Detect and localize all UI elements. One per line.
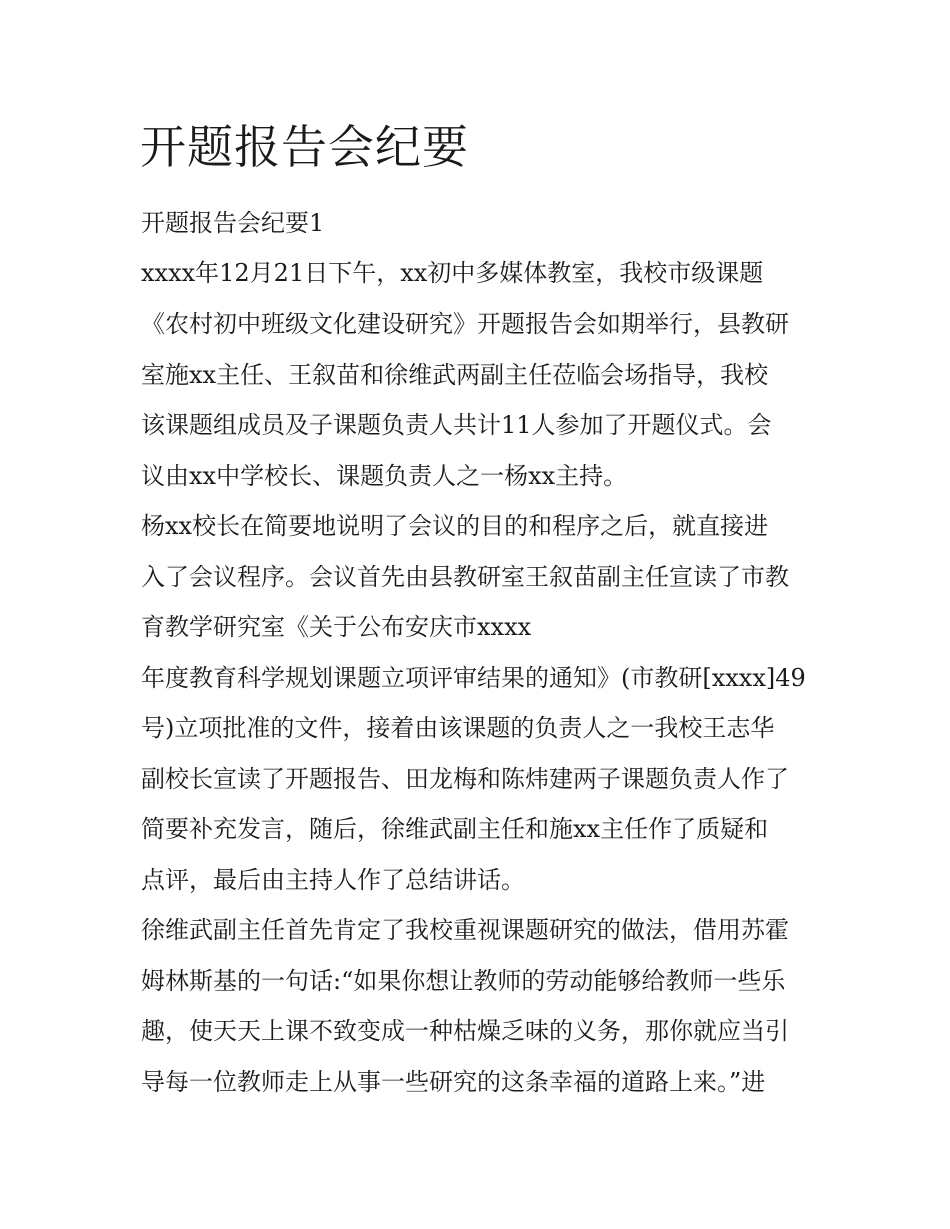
document-subtitle: 开题报告会纪要1 bbox=[141, 209, 325, 237]
document-title: 开题报告会纪要 bbox=[140, 120, 469, 174]
text-line: 育教学研究室《关于公布安庆市xxxx bbox=[141, 613, 532, 641]
text-line: 点评，最后由主持人作了总结讲话。 bbox=[141, 866, 525, 894]
text-line: 室施xx主任、王叙苗和徐维武两副主任莅临会场指导，我校 bbox=[141, 361, 769, 389]
text-line: 议由xx中学校长、课题负责人之一杨xx主持。 bbox=[141, 462, 628, 490]
text-line: 号)立项批准的文件，接着由该课题的负责人之一我校王志华 bbox=[141, 714, 775, 742]
text-line: 姆林斯基的一句话:“如果你想让教师的劳动能够给教师一些乐 bbox=[141, 967, 786, 995]
text-line: 副校长宣读了开题报告、田龙梅和陈炜建两子课题负责人作了 bbox=[141, 765, 789, 793]
text-line: 趣，使天天上课不致变成一种枯燥乏味的义务，那你就应当引 bbox=[141, 1017, 789, 1045]
text-line: xxxx年12月21日下午，xx初中多媒体教室，我校市级课题 bbox=[141, 259, 764, 287]
text-line: 入了会议程序。会议首先由县教研室王叙苗副主任宣读了市教 bbox=[141, 563, 789, 591]
text-line: 导每一位教师走上从事一些研究的这条幸福的道路上来。”进 bbox=[141, 1068, 766, 1096]
text-line: 该课题组成员及子课题负责人共计11人参加了开题仪式。会 bbox=[141, 411, 772, 439]
text-line: 《农村初中班级文化建设研究》开题报告会如期举行，县教研 bbox=[141, 310, 789, 338]
text-line: 简要补充发言，随后，徐维武副主任和施xx主任作了质疑和 bbox=[141, 815, 769, 843]
text-line: 杨xx校长在简要地说明了会议的目的和程序之后，就直接进 bbox=[141, 512, 769, 540]
text-line: 徐维武副主任首先肯定了我校重视课题研究的做法，借用苏霍 bbox=[141, 916, 789, 944]
text-line: 年度教育科学规划课题立项评审结果的通知》(市教研[xxxx]49 bbox=[141, 664, 806, 692]
